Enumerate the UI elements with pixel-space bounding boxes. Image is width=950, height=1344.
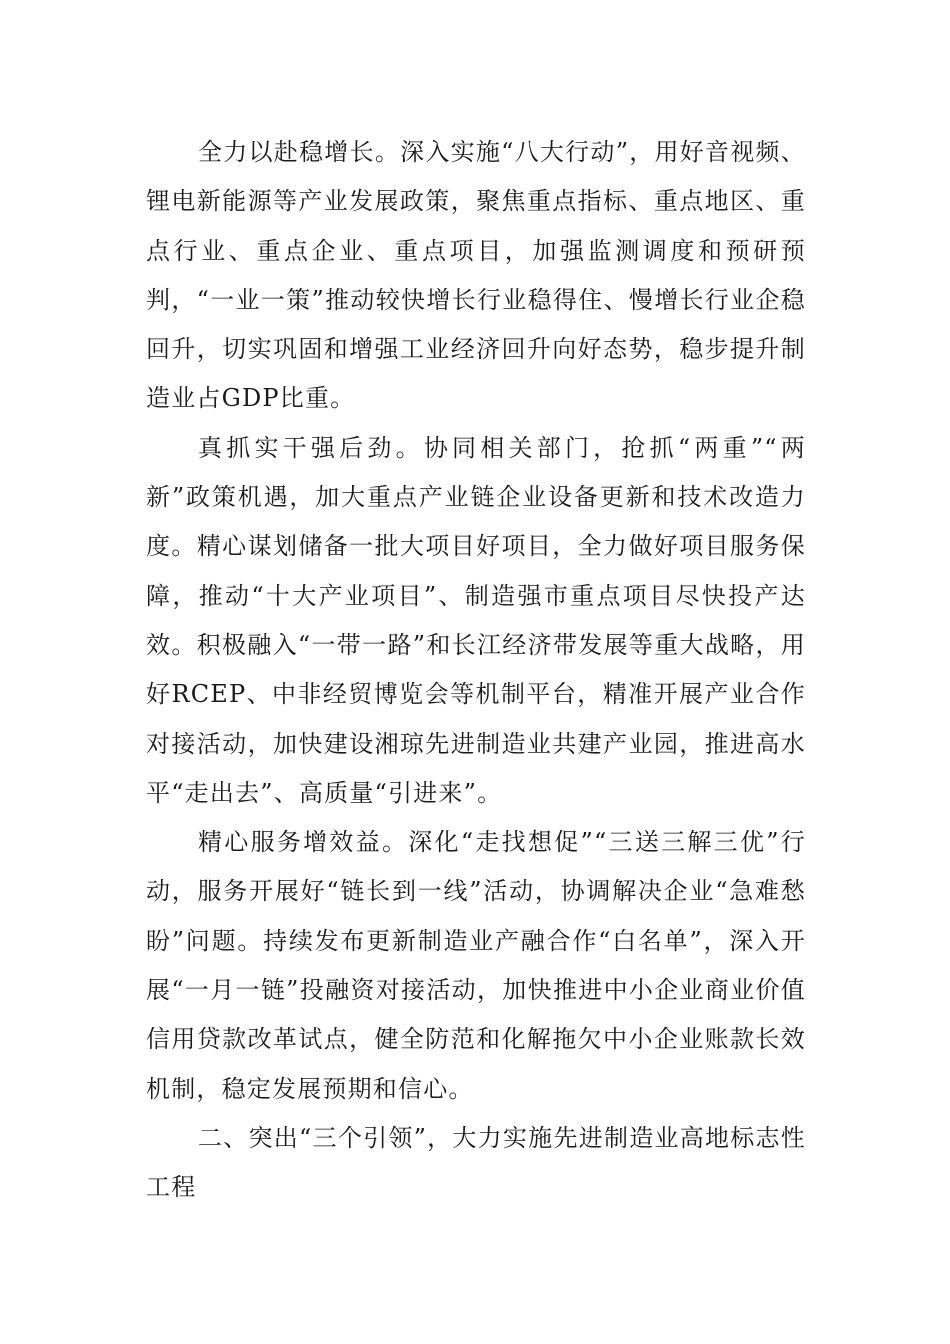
paragraph-service: 精心服务增效益。深化“走找想促”“三送三解三优”行动，服务开展好“链长到一线”活动，协调解决企业“急难愁盼”问题。持续发布更新制造业产融合作“白名单”，深入开展“一月一链”投融资对接活动，加快推进中小企业商业价值信用贷款改革试点，健全防范和化解拖欠中小企业账款长效机制，稳定发展预期和信心。 [146,828,806,1103]
section-heading-three-leads: 二、突出“三个引领”，大力实施先进制造业高地标志性工程 [146,1123,806,1202]
document-body [146,128,806,1213]
paragraph-momentum: 真抓实干强后劲。协同相关部门，抢抓“两重”“两新”政策机遇，加大重点产业链企业设备更新和技术改造力度。精心谋划储备一批大项目好项目，全力做好项目服务保障，推动“十大产业项目”、制造强市重点项目尽快投产达效。积极融入“一带一路”和长江经济带发展等重大战略，用好RCEP、中非经贸博览会等机制平台，精准开展产业合作对接活动，加快建设湘琼先进制造业共建产业园，推进高水平“走出去”、高质量“引进来”。 [146,433,806,807]
paragraph-steady-growth: 全力以赴稳增长。深入实施“八大行动”，用好音视频、锂电新能源等产业发展政策，聚焦重点指标、重点地区、重点行业、重点企业、重点项目，加强监测调度和预研预判，“一业一策”推动较快增长行业稳得住、慢增长行业企稳回升，切实巩固和增强工业经济回升向好态势，稳步提升制造业占GDP比重。 [146,138,806,413]
